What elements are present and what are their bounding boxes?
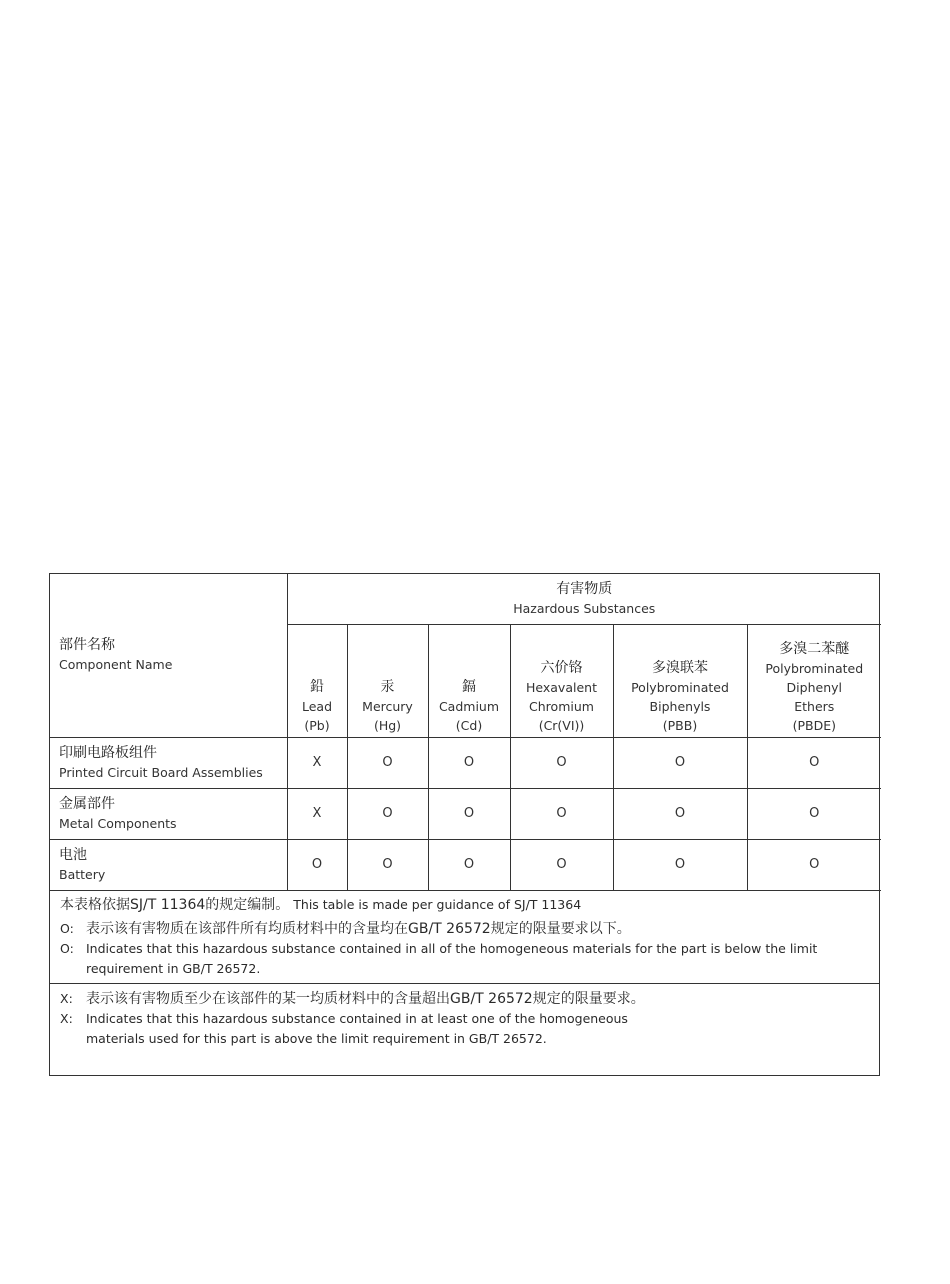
substance-mark: O: [510, 737, 613, 788]
o-definition-en: [60, 939, 869, 979]
substance-en: Polybrominated: [631, 679, 729, 695]
o-text-en: Indicates that this hazardous substance contained in all of the homogeneous materials for the part is below the limit requirement in GB/T 26572.: [86, 941, 818, 976]
component-name-en: Metal Components: [59, 815, 177, 831]
substance-cn: 六价铬: [540, 659, 583, 676]
substance-header-hexavalent-chromium: [510, 624, 613, 737]
substance-cn: 多溴联苯: [652, 659, 708, 676]
table-notes: [50, 890, 879, 1053]
substance-cn: 鎘: [462, 678, 476, 695]
guidance-en: This table is made per guidance of SJ/T 11364: [293, 897, 582, 912]
component-name-header-cn: 部件名称: [59, 637, 115, 654]
table-row: [50, 839, 881, 890]
substance-mark: O: [747, 737, 881, 788]
substance-en: Lead: [301, 698, 333, 714]
substance-en: Ethers: [794, 698, 835, 714]
substance-symbol: (PBB): [662, 717, 698, 733]
component-name-header-en: Component Name: [59, 657, 173, 673]
substance-header-mercury: [347, 624, 428, 737]
component-name-en: Printed Circuit Board Assemblies: [59, 764, 263, 780]
guidance-cn: 本表格依据SJ/T 11364的规定编制。: [60, 897, 290, 913]
o-text-cn: 表示该有害物质在该部件所有均质材料中的含量均在GB/T 26572规定的限量要求以下。: [86, 921, 631, 937]
component-name-cn: 金属部件: [59, 795, 115, 812]
substance-mark: O: [747, 788, 881, 839]
substance-cn: 多溴二苯醚: [779, 640, 850, 657]
substance-mark: X: [287, 737, 347, 788]
substance-mark: O: [428, 788, 510, 839]
substance-cn: 汞: [380, 678, 395, 695]
hazardous-substances-header-cn: 有害物质: [556, 580, 613, 597]
table-row: [50, 737, 881, 788]
x-text-cn: 表示该有害物质至少在该部件的某一均质材料中的含量超出GB/T 26572规定的限量要求。: [86, 991, 645, 1007]
substance-symbol: (Cd): [455, 717, 483, 733]
hazardous-substances-header: [287, 574, 881, 624]
substance-mark: O: [510, 839, 613, 890]
x-text-en-line2: materials used for this part is above the limit requirement in GB/T 26572.: [86, 1031, 547, 1046]
substance-header-pbb: [613, 624, 747, 737]
x-symbol: X:: [60, 991, 73, 1006]
component-name-cell: [50, 737, 287, 788]
substance-mark: O: [347, 737, 428, 788]
substance-symbol: (PBDE): [792, 717, 836, 733]
substance-mark: O: [428, 737, 510, 788]
x-definition-cn: [60, 989, 869, 1009]
notes-x-section: [50, 983, 879, 1053]
substance-en: Biphenyls: [649, 698, 711, 714]
substance-en: Polybrominated: [765, 660, 864, 676]
substance-mark: O: [613, 737, 747, 788]
component-name-cell: [50, 839, 287, 890]
o-symbol: O:: [60, 921, 74, 936]
substance-mark: O: [613, 839, 747, 890]
substance-en: Chromium: [529, 698, 594, 714]
substance-header-lead: [287, 624, 347, 737]
substance-mark: O: [428, 839, 510, 890]
substance-mark: O: [347, 839, 428, 890]
substance-mark: X: [287, 788, 347, 839]
component-name-cell: [50, 788, 287, 839]
x-definition-en: [60, 1009, 869, 1049]
substance-en: Hexavalent: [526, 679, 597, 695]
substance-cn: 鉛: [310, 678, 324, 695]
substance-mark: O: [747, 839, 881, 890]
o-definition-cn: [60, 919, 869, 939]
hazardous-substances-table: [50, 574, 881, 891]
substance-mark: O: [347, 788, 428, 839]
substance-mark: O: [613, 788, 747, 839]
substance-en: Diphenyl: [786, 679, 842, 695]
component-name-cn: 电池: [59, 846, 87, 863]
o-symbol: O:: [60, 941, 74, 956]
x-text-en-line1: Indicates that this hazardous substance contained in at least one of the homogeneous: [86, 1011, 628, 1026]
substance-mark: O: [510, 788, 613, 839]
guidance-line: [60, 895, 869, 915]
hazardous-substances-header-en: Hazardous Substances: [513, 600, 656, 616]
substance-symbol: (Pb): [304, 717, 330, 733]
x-symbol: X:: [60, 1011, 73, 1026]
substance-en: Cadmium: [438, 698, 500, 714]
substance-header-pbde: [747, 624, 881, 737]
substance-mark: O: [287, 839, 347, 890]
substance-symbol: (Cr(VI)): [538, 717, 585, 733]
component-name-header: [50, 574, 287, 737]
table-row: [50, 788, 881, 839]
notes-o-section: [50, 890, 879, 983]
substance-header-cadmium: [428, 624, 510, 737]
component-name-en: Battery: [59, 866, 106, 882]
rohs-table-container: [49, 573, 880, 1076]
component-name-cn: 印刷电路板组件: [59, 744, 157, 761]
substance-en: Mercury: [362, 698, 413, 714]
substance-symbol: (Hg): [373, 717, 402, 733]
